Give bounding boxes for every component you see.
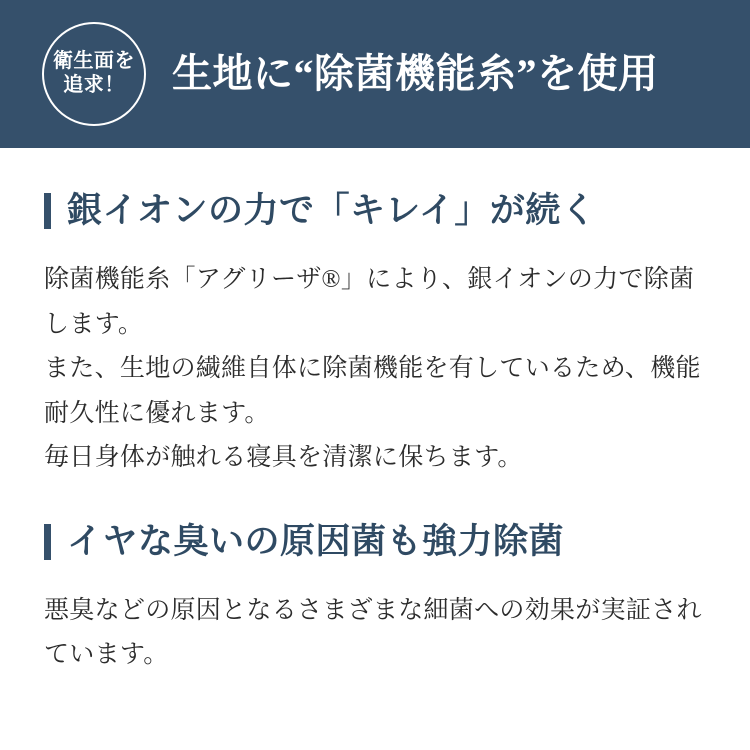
section-heading-1 bbox=[44, 190, 706, 232]
header-title: 生地に“除菌機能糸”を使用 bbox=[172, 50, 659, 96]
section-heading-2-text: イヤな臭いの原因菌も強力除菌 bbox=[67, 521, 565, 561]
section-spacer bbox=[44, 487, 706, 521]
section-1-body bbox=[44, 258, 706, 481]
header-band bbox=[0, 0, 750, 148]
heading-accent-bar-icon bbox=[44, 524, 51, 560]
section-heading-2 bbox=[44, 521, 706, 563]
badge-line-1: 衛生面を bbox=[53, 50, 135, 73]
section-2-paragraph-1: 悪臭などの原因となるさまざまな細菌への効果が実証されています。 bbox=[44, 596, 702, 668]
section-1-paragraph-1: 除菌機能糸「アグリーザ®」により、銀イオンの力で除菌します。 bbox=[44, 266, 695, 338]
section-heading-1-text: 銀イオンの力で「キレイ」が続く bbox=[67, 191, 597, 230]
heading-accent-bar-icon bbox=[44, 193, 51, 229]
content-area bbox=[0, 148, 750, 678]
section-silver-ion bbox=[44, 190, 706, 481]
section-odor-bacteria bbox=[44, 521, 706, 678]
section-2-body bbox=[44, 589, 706, 678]
badge-line-2: 追求！ bbox=[63, 74, 125, 96]
section-1-paragraph-2: また、生地の繊維自体に除菌機能を有しているため、機能耐久性に優れます。 bbox=[44, 355, 701, 427]
badge-hygiene bbox=[42, 22, 146, 126]
section-1-paragraph-3: 毎日身体が触れる寝具を清潔に保ちます。 bbox=[44, 444, 523, 471]
